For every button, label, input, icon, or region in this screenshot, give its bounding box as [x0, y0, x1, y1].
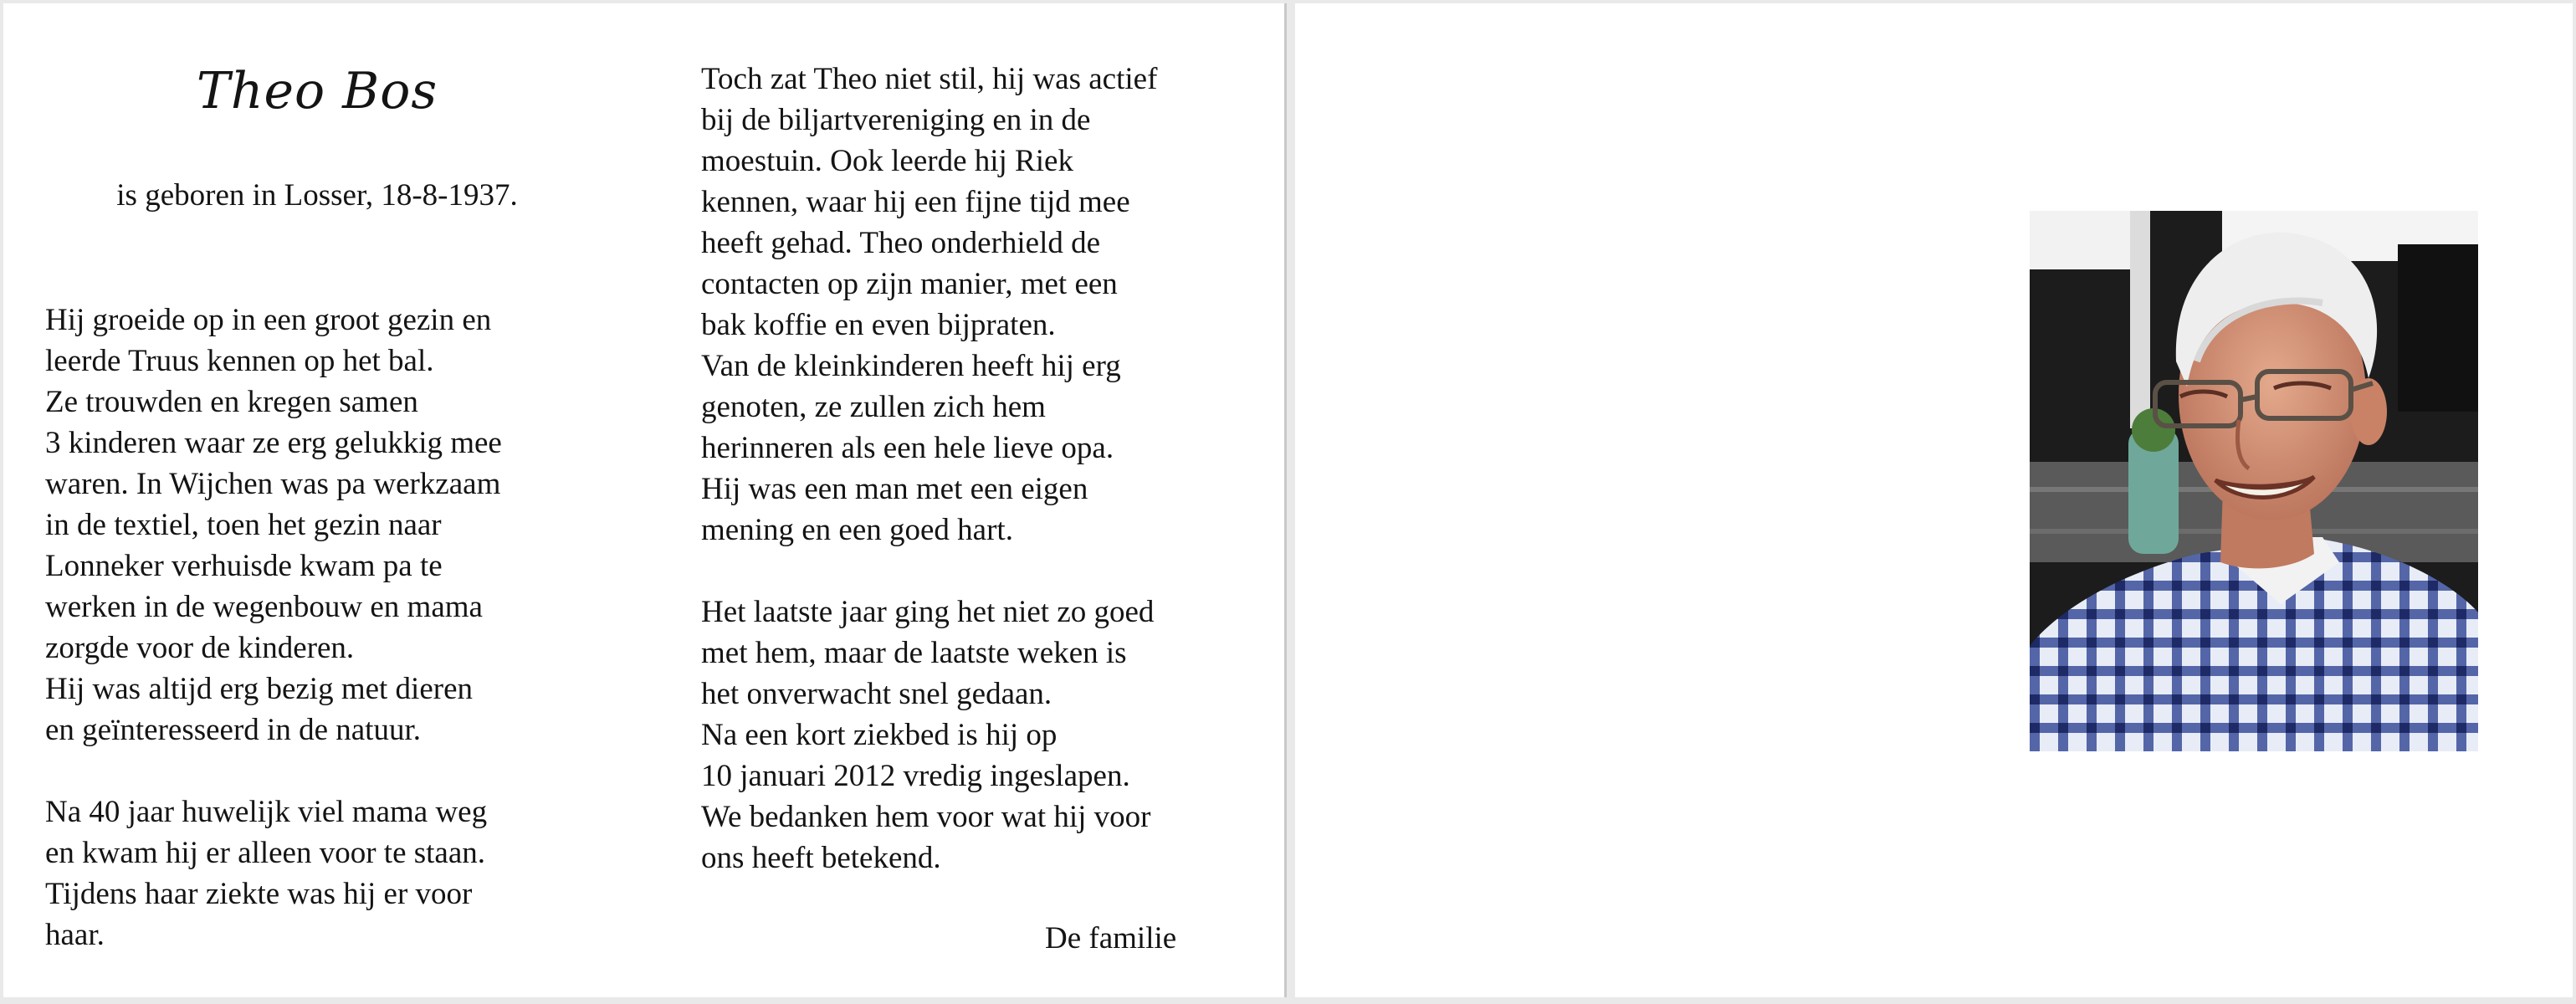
text-line: Na een kort ziekbed is hij op — [701, 718, 1058, 752]
text-line: Toch zat Theo niet stil, hij was actief — [701, 62, 1158, 96]
text-line: genoten, ze zullen zich hem — [701, 390, 1046, 424]
text-line: Hij groeide op in een groot gezin en — [45, 303, 492, 337]
text-line: werken in de wegenbouw en mama — [45, 590, 483, 624]
text-line: Het laatste jaar ging het niet zo goed — [701, 595, 1155, 629]
portrait-photo — [2030, 211, 2478, 751]
text-line: met hem, maar de laatste weken is — [701, 636, 1127, 670]
text-line: het onverwacht snel gedaan. — [701, 677, 1052, 711]
text-column-right — [701, 59, 1270, 878]
text-line: en geïnteresseerd in de natuur. — [45, 713, 421, 747]
text-line: bak koffie en even bijpraten. — [701, 308, 1056, 342]
text-line: kennen, waar hij een fijne tijd mee — [701, 185, 1130, 219]
text-line: herinneren als een hele lieve opa. — [701, 431, 1114, 465]
text-line: Hij was een man met een eigen — [701, 472, 1088, 506]
signature: De familie — [1045, 921, 1177, 955]
text-line: Ze trouwden en kregen samen — [45, 385, 418, 419]
text-line: en kwam hij er alleen voor te staan. — [45, 836, 486, 870]
text-line: haar. — [45, 918, 105, 952]
text-line: 10 januari 2012 vredig ingeslapen. — [701, 759, 1130, 793]
text-line: waren. In Wijchen was pa werkzaam — [45, 467, 501, 501]
text-line: Van de kleinkinderen heeft hij erg — [701, 349, 1121, 383]
text-line: Lonneker verhuisde kwam pa te — [45, 549, 443, 583]
text-line: zorgde voor de kinderen. — [45, 631, 355, 665]
card-inside-left — [3, 3, 1287, 997]
text-line: ons heeft betekend. — [701, 841, 941, 875]
text-line: Tijdens haar ziekte was hij er voor — [45, 877, 473, 911]
text-line: mening en een goed hart. — [701, 513, 1013, 547]
portrait-illustration — [2030, 211, 2478, 751]
paragraph-life — [45, 300, 631, 750]
paragraph-gap — [45, 750, 631, 791]
text-line: moestuin. Ook leerde hij Riek — [701, 144, 1073, 178]
paragraph-marriage — [45, 791, 631, 955]
text-line: We bedanken hem voor wat hij voor — [701, 800, 1151, 834]
text-line: leerde Truus kennen op het bal. — [45, 344, 434, 378]
paragraph-gap — [701, 551, 1270, 592]
birth-line: is geboren in Losser, 18-8-1937. — [116, 178, 518, 213]
text-line: heeft gehad. Theo onderhield de — [701, 226, 1101, 260]
text-line: 3 kinderen waar ze erg gelukkig mee — [45, 426, 502, 460]
text-column-left — [45, 300, 631, 955]
text-line: Hij was altijd erg bezig met dieren — [45, 672, 473, 706]
text-line: bij de biljartvereniging en in de — [701, 103, 1091, 137]
deceased-name-title: Theo Bos — [196, 62, 438, 120]
paragraph-last-year — [701, 592, 1270, 878]
text-line: contacten op zijn manier, met een — [701, 267, 1118, 301]
text-line: in de textiel, toen het gezin naar — [45, 508, 442, 542]
text-line: Na 40 jaar huwelijk viel mama weg — [45, 795, 488, 829]
paragraph-activities — [701, 59, 1270, 551]
